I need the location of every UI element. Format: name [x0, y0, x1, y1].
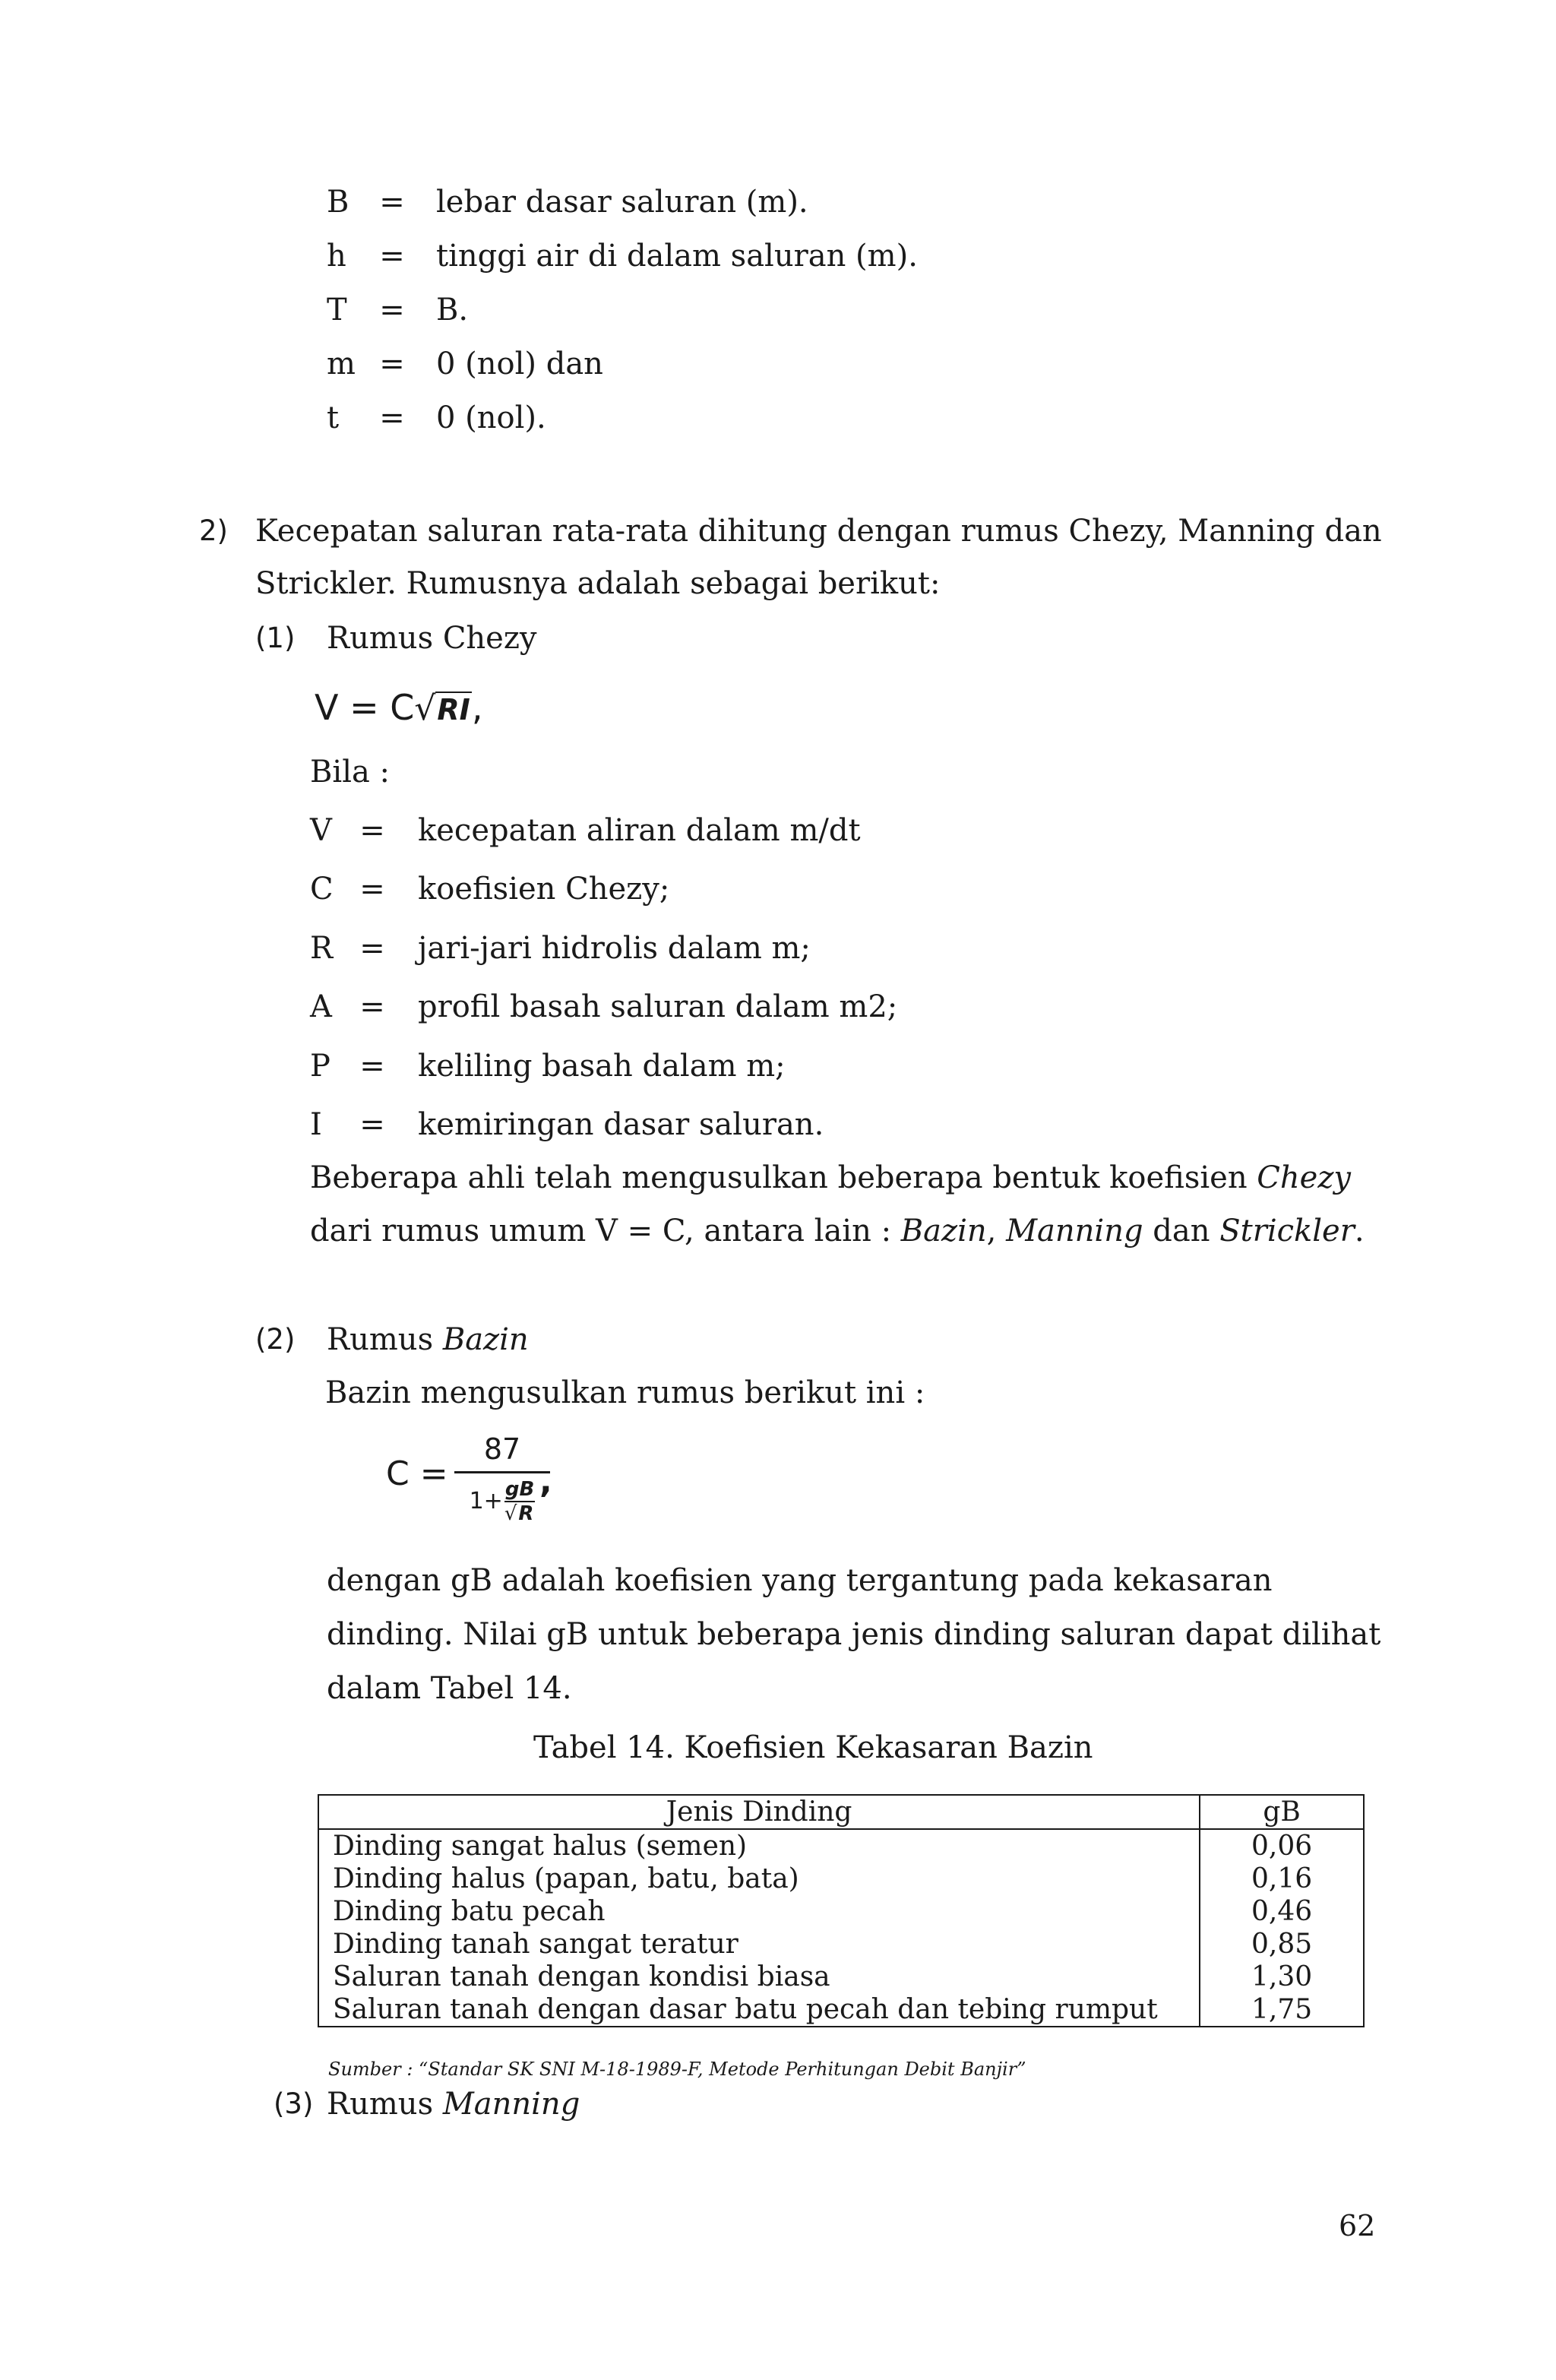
paragraph-line [310, 1214, 1365, 1249]
symbol: I [310, 1107, 322, 1142]
equals: = [379, 400, 405, 435]
equals: = [359, 1107, 385, 1142]
emphasis: Bazin [442, 1322, 529, 1357]
equals: = [379, 239, 405, 274]
equals: = [359, 989, 385, 1024]
definition: 0 (nol). [436, 400, 546, 435]
small-denominator [504, 1504, 536, 1524]
symbol: h [327, 239, 346, 274]
text: 1+ [469, 1488, 503, 1514]
formula-root: RI [437, 693, 470, 726]
table-header-row [318, 1795, 1364, 1829]
definition: tinggi air di dalam saluran (m). [436, 239, 918, 274]
symbol: m [327, 347, 356, 381]
equals: = [379, 293, 405, 328]
table-row [318, 1829, 1364, 1863]
column-header-jenis-dinding: Jenis Dinding [318, 1795, 1200, 1829]
page-number: 62 [1339, 2209, 1376, 2242]
table-row [318, 1863, 1364, 1895]
sqrt-symbol: √ [414, 689, 436, 728]
table-cell: 0,06 [1200, 1829, 1364, 1863]
symbol: C [310, 872, 334, 907]
sub-list-number: (3) [274, 2087, 314, 2120]
bazin-fraction [454, 1432, 550, 1525]
formula-lhs: C = [386, 1454, 448, 1493]
table-cell: Saluran tanah dengan dasar batu pecah dan tebing rumput [318, 1993, 1200, 2027]
fraction-numerator: 87 [483, 1432, 521, 1466]
text: . [1354, 1214, 1365, 1249]
section-title [327, 1322, 529, 1357]
symbol: R [310, 931, 334, 966]
list-number: 2) [199, 514, 228, 547]
paragraph-line: Strickler. Rumusnya adalah sebagai berikut: [255, 566, 941, 601]
table-cell: Saluran tanah dengan kondisi biasa [318, 1961, 1200, 1993]
paragraph-line: dalam Tabel 14. [327, 1671, 572, 1706]
paragraph-line [310, 1160, 1352, 1195]
text: Beberapa ahli telah mengusulkan beberapa bentuk koefisien [310, 1160, 1257, 1195]
bazin-coefficient-table [318, 1794, 1365, 2027]
paragraph-line: dengan gB adalah koefisien yang tergantung pada kekasaran [327, 1563, 1273, 1598]
sub-list-number: (2) [255, 1323, 296, 1356]
table-row [318, 1993, 1364, 2027]
equals: = [379, 347, 405, 381]
emphasis: Manning [1006, 1214, 1143, 1249]
section-title [327, 2087, 580, 2122]
text: Rumus [327, 2087, 443, 2122]
table-cell: 1,30 [1200, 1961, 1364, 1993]
table-cell: 1,75 [1200, 1993, 1364, 2027]
section-title: Rumus Chezy [327, 621, 537, 656]
paragraph-line: Bazin mengusulkan rumus berikut ini : [325, 1375, 925, 1410]
emphasis: Bazin [900, 1214, 987, 1249]
definition: koefisien Chezy; [418, 872, 670, 907]
equals: = [359, 872, 385, 907]
table-row [318, 1928, 1364, 1961]
table-cell: 0,46 [1200, 1895, 1364, 1928]
definition: kecepatan aliran dalam m/dt [418, 813, 861, 848]
emphasis: Strickler [1219, 1214, 1355, 1249]
definition: keliling basah dalam m; [418, 1049, 786, 1084]
table-cell: 0,16 [1200, 1863, 1364, 1895]
table-cell: Dinding sangat halus (semen) [318, 1829, 1200, 1863]
symbol: A [310, 989, 332, 1024]
equals: = [359, 931, 385, 966]
formula-lhs: V = C [315, 687, 415, 728]
equals: = [359, 1049, 385, 1084]
definition: B. [436, 293, 469, 328]
fraction-denominator [470, 1473, 536, 1524]
equals: = [359, 813, 385, 848]
definition: jari-jari hidrolis dalam m; [418, 931, 811, 966]
formula-end: , [471, 687, 483, 728]
emphasis: Manning [442, 2087, 580, 2122]
symbol: P [310, 1049, 330, 1084]
bila-label: Bila : [310, 755, 391, 790]
sub-list-number: (1) [255, 622, 296, 654]
table-cell: Dinding tanah sangat teratur [318, 1928, 1200, 1961]
emphasis: Chezy [1257, 1160, 1352, 1195]
table-caption: Tabel 14. Koefisien Kekasaran Bazin [533, 1730, 1093, 1765]
paragraph-line: Kecepatan saluran rata-rata dihitung dengan rumus Chezy, Manning dan [255, 514, 1382, 549]
table-cell: Dinding halus (papan, batu, bata) [318, 1863, 1200, 1895]
definition: lebar dasar saluran (m). [436, 185, 808, 220]
symbol: t [327, 400, 340, 435]
text: Rumus [327, 1322, 443, 1357]
small-numerator: gB [504, 1478, 535, 1501]
table-cell: Dinding batu pecah [318, 1895, 1200, 1928]
symbol: B [327, 185, 349, 220]
text: dan [1143, 1214, 1220, 1249]
column-header-gb: gB [1200, 1795, 1364, 1829]
definition: 0 (nol) dan [436, 347, 603, 381]
table-source: Sumber : “Standar SK SNI M-18-1989-F, Metode Perhitungan Debit Banjir” [328, 2059, 1026, 2080]
formula-end: , [539, 1462, 552, 1501]
chezy-formula [315, 687, 483, 728]
sqrt-symbol: √ [504, 1502, 517, 1525]
symbol: V [310, 813, 332, 848]
text: , [986, 1214, 1007, 1249]
equals: = [379, 185, 405, 220]
text: dari rumus umum V = C, antara lain : [310, 1214, 901, 1249]
root-value: R [518, 1502, 534, 1525]
paragraph-line: dinding. Nilai gB untuk beberapa jenis dinding saluran dapat dilihat [327, 1617, 1381, 1652]
definition: kemiringan dasar saluran. [418, 1107, 824, 1142]
definition: profil basah saluran dalam m2; [418, 989, 898, 1024]
table-row [318, 1961, 1364, 1993]
symbol: T [327, 293, 347, 328]
table-cell: 0,85 [1200, 1928, 1364, 1961]
small-fraction [504, 1480, 536, 1524]
table-row [318, 1895, 1364, 1928]
